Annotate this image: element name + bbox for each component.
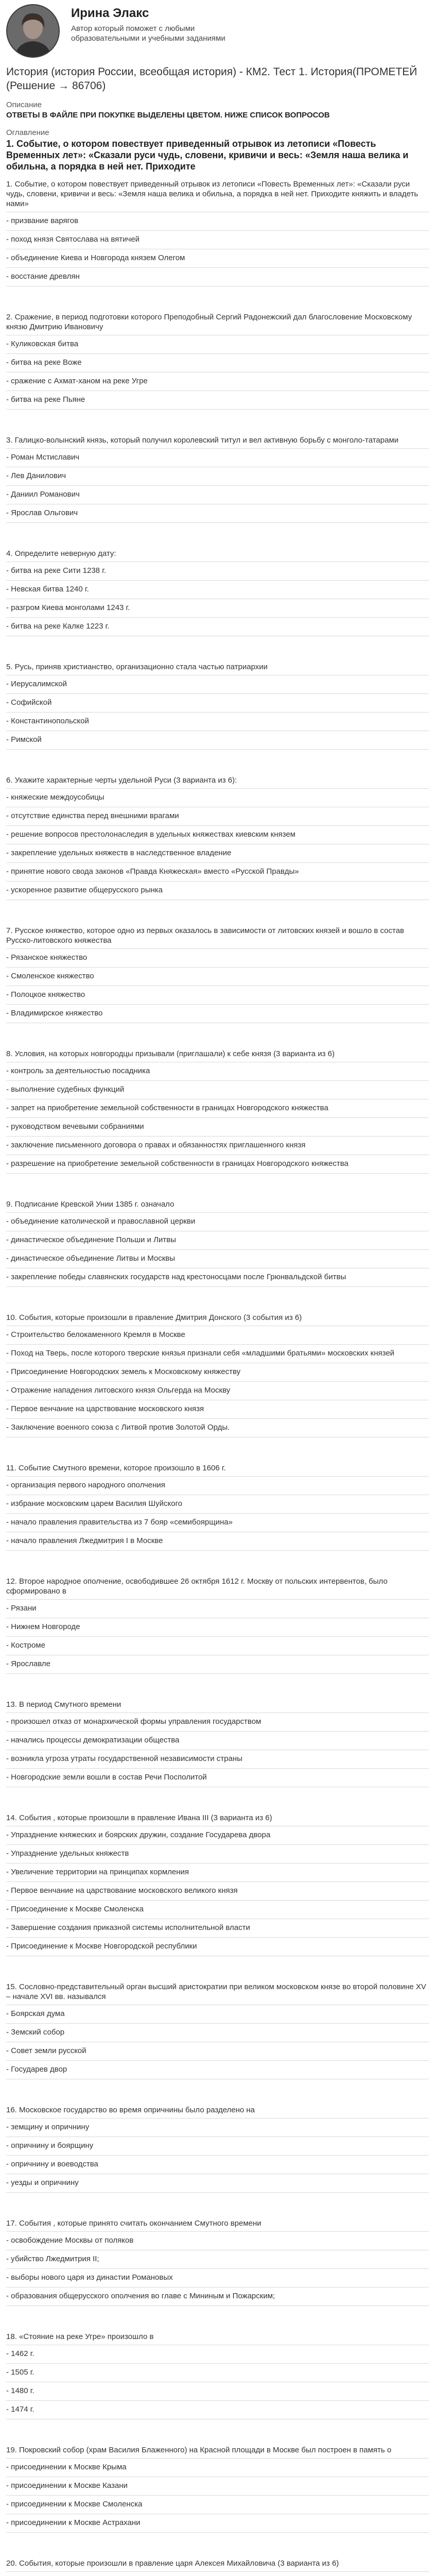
page-title: История (история России, всеобщая история) - КМ2. Тест 1. История(ПРОМЕТЕЙ (Решение → 86706): [6, 66, 417, 92]
answer-options: [6, 1713, 429, 1787]
answer-option: - выборы нового царя из династии Романовых: [6, 2269, 429, 2287]
answer-option: - присоединении к Москве Казани: [6, 2477, 429, 2496]
description-label: Описание: [6, 100, 42, 109]
question-block: [6, 1577, 429, 1674]
answer-option: - Нижнем Новгороде: [6, 1618, 429, 1637]
answer-option: - Первое венчание на царствование московского князя: [6, 1400, 429, 1419]
answer-option: - Лев Данилович: [6, 467, 429, 486]
avatar-image-icon: [7, 5, 59, 57]
answer-option: - 1505 г.: [6, 2364, 429, 2382]
answer-options: [6, 2571, 429, 2576]
question-block: [6, 2558, 429, 2576]
answer-option: - избрание московским царем Василия Шуйского: [6, 1495, 429, 1514]
answer-option: - выполнение судебных функций: [6, 1081, 429, 1099]
answer-option: - принятие нового свода законов «Правда Княжеская» вместо «Русской Правды»: [6, 863, 429, 882]
answer-option: - запрет на приобретение земельной собственности в границах Новгородского княжества: [6, 1099, 429, 1118]
answer-option: - Новгородские земли вошли в состав Речи Посполитой: [6, 1769, 429, 1787]
answer-option: - Смоленское княжество: [6, 968, 429, 986]
question-text: 3. Галицко-волынский князь, который получил королевский титул и вел активную борьбу с монголо-татарами: [6, 436, 399, 445]
answer-option: - Отражение нападения литовского князя Ольгерда на Москву: [6, 1382, 429, 1400]
answer-option: - Владимирское княжество: [6, 1005, 429, 1023]
answer-option: - ускоренное развитие общерусского рынка: [6, 882, 429, 900]
answer-option: - Полоцкое княжество: [6, 986, 429, 1005]
question-text: 8. Условия, на которых новгородцы призывали (приглашали) к себе князя (3 варианта из 6): [6, 1049, 335, 1058]
question-text: 7. Русское княжество, которое одно из первых оказалось в зависимости от литовских князей и вошло в состав Русско-литовского княжества: [6, 926, 405, 945]
question-text: 10. События, которые произошли в правление Дмитрия Донского (3 события из 6): [6, 1313, 302, 1322]
answer-option: - Иерусалимской: [6, 675, 429, 694]
answer-option: - Невская битва 1240 г.: [6, 581, 429, 599]
question-block: [6, 2332, 429, 2419]
answer-option: - Первое венчание на царствование московского великого князя: [6, 1882, 429, 1901]
question-text: 20. События, которые произошли в правление царя Алексея Михайловича (3 варианта из 6): [6, 2559, 339, 2568]
answer-options: [6, 212, 429, 286]
answer-options: [6, 1826, 429, 1956]
question-block: [6, 1982, 429, 2079]
answer-option: - Упразднение удельных княжеств: [6, 1845, 429, 1863]
answer-option: - земщину и опричнину: [6, 2118, 429, 2137]
toc-first-question: 1. Событие, о котором повествует приведенный отрывок из летописи «Повесть Временных лет»: «Сказали руси чудь, словени, кривичи и весь: «Земля наша велика и обильна, а порядка в ней нет. Приходите: [6, 139, 409, 172]
answer-option: - разрешение на приобретение земельной собственности в границах Новгородского княжества: [6, 1155, 429, 1174]
answer-option: - Увеличение территории на принципах кормления: [6, 1863, 429, 1882]
author-avatar[interactable]: [6, 4, 60, 58]
answer-option: - 1474 г.: [6, 2401, 429, 2419]
answer-option: - Константинопольской: [6, 713, 429, 731]
answer-option: - Строительство белокаменного Кремля в Москве: [6, 1326, 429, 1345]
answer-options: [6, 2118, 429, 2193]
answer-options: [6, 675, 429, 750]
question-text: 12. Второе народное ополчение, освободившее 26 октября 1612 г. Москву от польских интервентов, было сформировано в: [6, 1577, 388, 1596]
answer-options: [6, 2231, 429, 2306]
question-text: 14. События , которые произошли в правление Ивана III (3 варианта из 6): [6, 1814, 272, 1822]
answer-options: [6, 1326, 429, 1437]
question-text: 15. Сословно-представительный орган высший аристократии при великом московском князе во второй половине XV – начале XVI вв. назывался: [6, 1982, 426, 2001]
question-text: 18. «Стояние на реке Угре» произошло в: [6, 2332, 154, 2341]
answer-option: - Совет земли русской: [6, 2042, 429, 2061]
answer-options: [6, 2005, 429, 2079]
answer-option: - отсутствие единства перед внешними врагами: [6, 807, 429, 826]
answer-option: - заключение письменного договора о правах и обязанностях приглашенного князя: [6, 1137, 429, 1155]
answer-option: - Присоединение Новгородских земель к Московскому княжеству: [6, 1363, 429, 1382]
question-block: [6, 179, 429, 286]
answer-options: [6, 1476, 429, 1551]
answer-options: [6, 335, 429, 410]
question-block: [6, 1700, 429, 1787]
answer-option: - поход князя Святослава на вятичей: [6, 231, 429, 249]
answer-options: [6, 562, 429, 636]
answer-option: - Римской: [6, 731, 429, 750]
answer-options: [6, 788, 429, 900]
answer-option: - сражение с Ахмат-ханом на реке Угре: [6, 372, 429, 391]
toc-label: Оглавление: [6, 128, 49, 137]
answer-option: - Государев двор: [6, 2061, 429, 2079]
answer-options: [6, 1212, 429, 1287]
question-block: [6, 549, 429, 636]
answer-option: - организация первого народного ополчения: [6, 1476, 429, 1495]
answer-option: - убийство Лжедмитрия II;: [6, 2250, 429, 2269]
answer-option: - призвание варягов: [6, 212, 429, 231]
answer-option: - произошел отказ от монархической формы управления государством: [6, 1713, 429, 1732]
question-block: [6, 1199, 429, 1287]
answer-option: - объединение католической и православной церкви: [6, 1212, 429, 1231]
question-text: 13. В период Смутного времени: [6, 1700, 121, 1709]
question-text: 1. Событие, о котором повествует приведенный отрывок из летописи «Повесть Временных лет»: «Сказали руси чудь, словени, кривичи и весь: «Земля наша велика и обильна, а порядка в ней нет. Приходите княжить и владеть нами»: [6, 180, 418, 208]
answer-options: [6, 1599, 429, 1674]
answer-option: [6, 2571, 429, 2576]
question-block: [6, 1463, 429, 1551]
question-block: [6, 312, 429, 410]
question-list: [6, 179, 429, 2576]
answer-option: - разгром Киева монголами 1243 г.: [6, 599, 429, 618]
answer-options: [6, 948, 429, 1023]
answer-option: - 1480 г.: [6, 2382, 429, 2401]
answers-notice: ОТВЕТЫ В ФАЙЛЕ ПРИ ПОКУПКЕ ВЫДЕЛЕНЫ ЦВЕТОМ. НИЖЕ СПИСОК ВОПРОСОВ: [6, 111, 330, 120]
answer-option: - Упразднение княжеских и боярских дружин, создание Государева двора: [6, 1826, 429, 1845]
answer-option: - битва на реке Воже: [6, 354, 429, 372]
answer-option: - 1462 г.: [6, 2345, 429, 2364]
answer-option: - присоединении к Москве Смоленска: [6, 2496, 429, 2514]
question-block: [6, 2218, 429, 2306]
answer-option: - Присоединение к Москве Смоленска: [6, 1901, 429, 1919]
author-description: Автор который поможет с любыми образовательными и учебными заданиями: [71, 24, 225, 43]
question-text: 9. Подписание Кревской Унии 1385 г. означало: [6, 1200, 175, 1209]
author-info: [71, 4, 241, 43]
answer-option: - уезды и опричнину: [6, 2174, 429, 2193]
question-block: [6, 2105, 429, 2193]
question-block: [6, 1049, 429, 1174]
answer-option: - Рязанское княжество: [6, 948, 429, 968]
answer-option: - контроль за деятельностью посадника: [6, 1062, 429, 1081]
author-name[interactable]: Ирина Элакс: [71, 6, 149, 20]
answer-options: [6, 2458, 429, 2533]
answer-option: - Земский собор: [6, 2024, 429, 2042]
answer-option: - Роман Мстиславич: [6, 448, 429, 467]
answer-option: - Заключение военного союза с Литвой против Золотой Орды.: [6, 1419, 429, 1437]
answer-options: [6, 2345, 429, 2419]
answer-option: - Боярская дума: [6, 2005, 429, 2024]
question-block: [6, 1813, 429, 1956]
answer-option: - Рязани: [6, 1599, 429, 1618]
answer-option: - закрепление победы славянских государств над крестоносцами после Грюнвальдской битвы: [6, 1268, 429, 1287]
answer-option: - начало правления правительства из 7 бояр «семибоярщина»: [6, 1514, 429, 1532]
answer-option: - династическое объединение Польши и Литвы: [6, 1231, 429, 1250]
question-block: [6, 435, 429, 523]
answer-option: - образования общерусского ополчения во главе с Мининым и Пожарским;: [6, 2287, 429, 2306]
answer-option: - династическое объединение Литвы и Москвы: [6, 1250, 429, 1268]
answer-option: - Присоединение к Москве Новгородской республики: [6, 1938, 429, 1956]
answer-option: - опричнину и боярщину: [6, 2137, 429, 2156]
question-text: 16. Московское государство во время опричнины было разделено на: [6, 2106, 255, 2114]
question-block: [6, 2445, 429, 2533]
question-text: 4. Определите неверную дату:: [6, 549, 116, 558]
question-text: 11. Событие Смутного времени, которое произошло в 1606 г.: [6, 1464, 226, 1472]
answer-option: - Ярослав Ольгович: [6, 504, 429, 523]
answer-option: - Завершение создания приказной системы исполнительной власти: [6, 1919, 429, 1938]
answer-option: - битва на реке Пьяне: [6, 391, 429, 410]
answer-option: - объединение Киева и Новгорода князем Олегом: [6, 249, 429, 268]
question-block: [6, 775, 429, 900]
question-text: 17. События , которые принято считать окончанием Смутного времени: [6, 2219, 261, 2228]
question-block: [6, 1313, 429, 1437]
question-text: 6. Укажите характерные черты удельной Руси (3 варианта из 6):: [6, 776, 237, 785]
answer-option: - возникла угроза утраты государственной независимости страны: [6, 1750, 429, 1769]
answer-option: - княжеские междоусобицы: [6, 788, 429, 807]
question-block: [6, 662, 429, 750]
answer-options: [6, 1062, 429, 1174]
answer-option: - битва на реке Сити 1238 г.: [6, 562, 429, 581]
answer-option: - закрепление удельных княжеств в наследственное владение: [6, 844, 429, 863]
answer-option: - начались процессы демократизации общества: [6, 1732, 429, 1750]
answer-option: - опричнину и воеводства: [6, 2156, 429, 2174]
answer-option: - восстание древлян: [6, 268, 429, 286]
answer-option: - Костроме: [6, 1637, 429, 1655]
answer-option: - Даниил Романович: [6, 486, 429, 504]
question-text: 2. Сражение, в период подготовки которого Преподобный Сергий Радонежский дал благословение Московскому князю Дмитрию Ивановичу: [6, 313, 412, 331]
answer-option: - Ярославле: [6, 1655, 429, 1674]
answer-option: - Куликовская битва: [6, 335, 429, 354]
answer-option: - битва на реке Калке 1223 г.: [6, 618, 429, 636]
question-text: 19. Покровский собор (храм Василия Блаженного) на Красной площади в Москве был построен в память о: [6, 2446, 392, 2454]
answer-option: - освобождение Москвы от поляков: [6, 2231, 429, 2250]
answer-options: [6, 448, 429, 523]
question-text: 5. Русь, приняв христианство, организационно стала частью патриархии: [6, 663, 268, 671]
answer-option: - Поход на Тверь, после которого тверские князья признали себя «младшими братьями» московских князей: [6, 1345, 429, 1363]
answer-option: - начало правления Лжедмитрия I в Москве: [6, 1532, 429, 1551]
answer-option: - Софийской: [6, 694, 429, 713]
answer-option: - решение вопросов престолонаследия в удельных княжествах киевским князем: [6, 826, 429, 844]
answer-option: - руководством вечевыми собраниями: [6, 1118, 429, 1137]
question-block: [6, 926, 429, 1023]
answer-option: - присоединении к Москве Астрахани: [6, 2514, 429, 2533]
author-header: [6, 4, 429, 65]
answer-option: - присоединении к Москве Крыма: [6, 2458, 429, 2477]
